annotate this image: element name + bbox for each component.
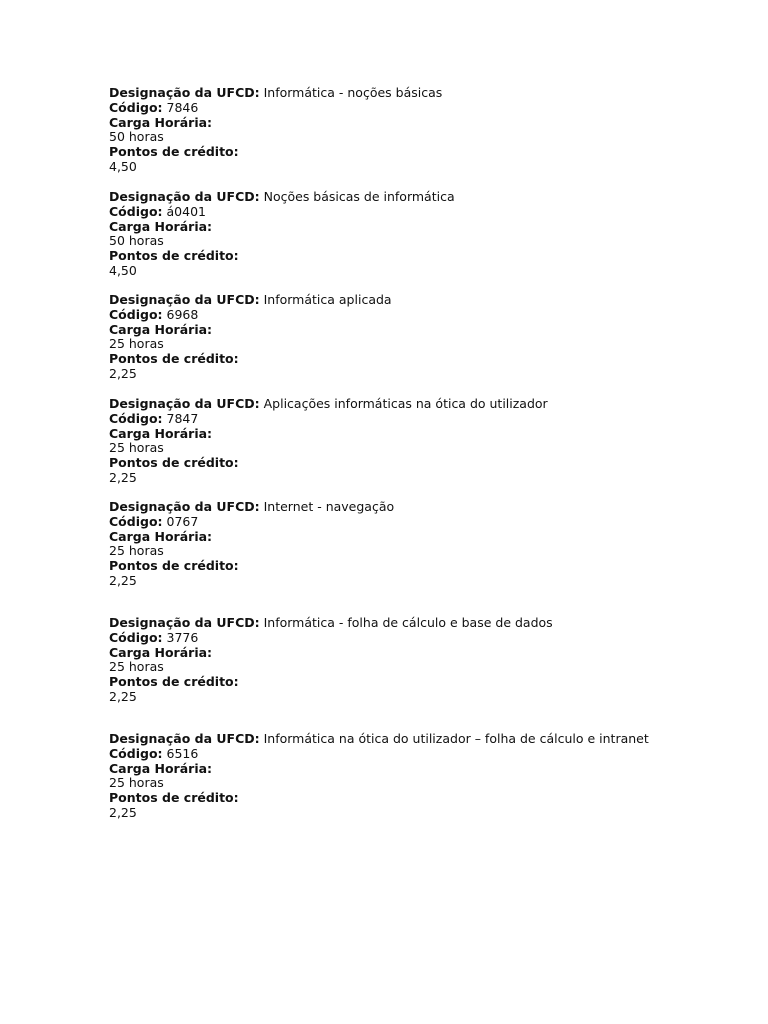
designacao-line (109, 616, 553, 631)
ufcd-entry (109, 500, 394, 589)
ufcd-entry (109, 293, 392, 382)
pontos-label: Pontos de crédito: (109, 248, 239, 264)
pontos-value: 4,50 (109, 158, 137, 174)
designacao-label: Designação da UFCD: (109, 85, 260, 100)
ufcd-entry (109, 86, 442, 175)
designacao-line (109, 732, 649, 747)
ufcd-entry (109, 616, 553, 705)
codigo-value: 6516 (166, 745, 199, 761)
designacao-label: Designação da UFCD: (109, 731, 260, 746)
designacao-label: Designação da UFCD: (109, 499, 260, 514)
designacao-line (109, 190, 455, 205)
codigo-label: Código: (109, 629, 163, 645)
designacao-value: Informática na ótica do utilizador – folha de cálculo e intranet (263, 731, 649, 746)
codigo-line (109, 631, 553, 646)
pontos-label: Pontos de crédito: (109, 558, 239, 574)
carga-label: Carga Horária: (109, 114, 213, 130)
pontos-label: Pontos de crédito: (109, 351, 239, 367)
carga-label: Carga Horária: (109, 528, 213, 544)
pontos-value: 2,25 (109, 688, 137, 704)
carga-value: 25 horas (109, 775, 164, 791)
codigo-line (109, 515, 394, 530)
ufcd-entry (109, 732, 649, 821)
ufcd-entry (109, 397, 548, 486)
codigo-line (109, 205, 455, 220)
codigo-label: Código: (109, 203, 163, 219)
carga-label: Carga Horária: (109, 321, 213, 337)
carga-value: 50 horas (109, 233, 164, 249)
carga-value: 25 horas (109, 336, 164, 352)
carga-value: 25 horas (109, 659, 164, 675)
carga-label: Carga Horária: (109, 644, 213, 660)
pontos-value: 2,25 (109, 804, 137, 820)
codigo-line (109, 308, 392, 323)
codigo-label: Código: (109, 745, 163, 761)
designacao-label: Designação da UFCD: (109, 396, 260, 411)
codigo-label: Código: (109, 513, 163, 529)
codigo-value: 7847 (166, 410, 199, 426)
pontos-label: Pontos de crédito: (109, 144, 239, 160)
pontos-value: 2,25 (109, 572, 137, 588)
codigo-value: á0401 (166, 203, 206, 219)
carga-value: 25 horas (109, 440, 164, 456)
pontos-value: 2,25 (109, 469, 137, 485)
designacao-value: Internet - navegação (263, 499, 395, 514)
pontos-value: 4,50 (109, 262, 137, 278)
designacao-value: Aplicações informáticas na ótica do utilizador (263, 396, 548, 411)
designacao-label: Designação da UFCD: (109, 615, 260, 630)
carga-label: Carga Horária: (109, 218, 213, 234)
pontos-value: 2,25 (109, 365, 137, 381)
codigo-value: 0767 (166, 513, 199, 529)
pontos-label: Pontos de crédito: (109, 674, 239, 690)
codigo-value: 6968 (166, 306, 199, 322)
carga-value: 50 horas (109, 129, 164, 145)
ufcd-entry (109, 190, 455, 279)
codigo-label: Código: (109, 410, 163, 426)
designacao-label: Designação da UFCD: (109, 189, 260, 204)
designacao-line (109, 86, 442, 101)
carga-value: 25 horas (109, 543, 164, 559)
pontos-label: Pontos de crédito: (109, 790, 239, 806)
carga-label: Carga Horária: (109, 760, 213, 776)
designacao-label: Designação da UFCD: (109, 292, 260, 307)
designacao-value: Informática - folha de cálculo e base de dados (263, 615, 553, 630)
designacao-value: Informática aplicada (263, 292, 392, 307)
designacao-line (109, 397, 548, 412)
codigo-value: 7846 (166, 99, 199, 115)
codigo-line (109, 747, 649, 762)
designacao-value: Noções básicas de informática (263, 189, 455, 204)
codigo-label: Código: (109, 306, 163, 322)
pontos-label: Pontos de crédito: (109, 455, 239, 471)
codigo-line (109, 101, 442, 116)
designacao-line (109, 293, 392, 308)
codigo-line (109, 412, 548, 427)
designacao-line (109, 500, 394, 515)
designacao-value: Informática - noções básicas (263, 85, 443, 100)
codigo-value: 3776 (166, 629, 199, 645)
carga-label: Carga Horária: (109, 425, 213, 441)
codigo-label: Código: (109, 99, 163, 115)
